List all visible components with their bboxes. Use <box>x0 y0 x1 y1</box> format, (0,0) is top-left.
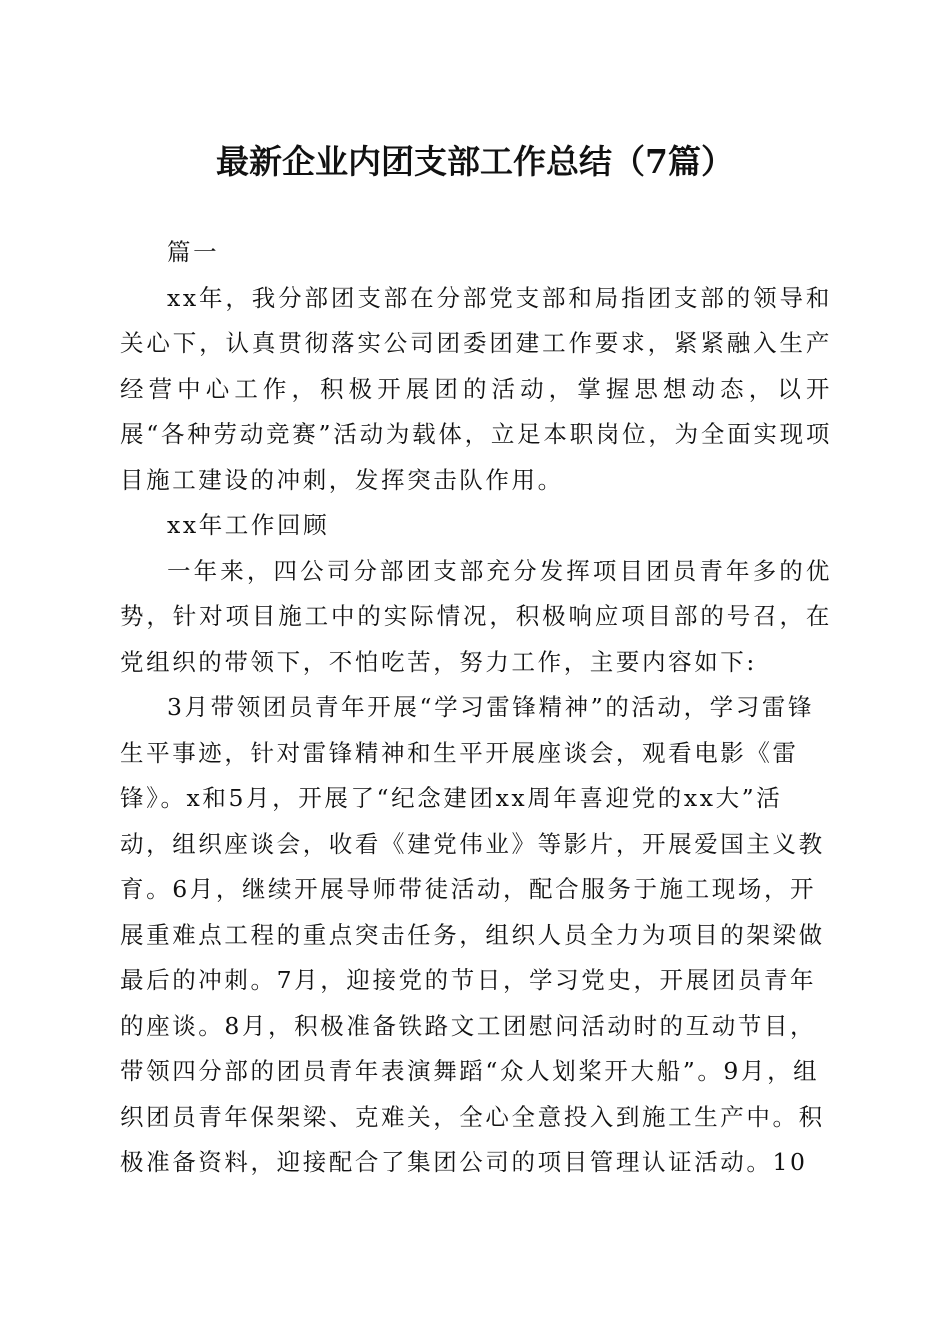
paragraph-activities: 3月带领团员青年开展“学习雷锋精神”的活动，学习雷锋生平事迹，针对雷锋精神和生平开展座谈会，观看电影《雷锋》。x和5月，开展了“纪念建团xx周年喜迎党的xx大”活动，组织座谈会，收看《建党伟业》等影片，开展爱国主义教育。6月，继续开展导师带徒活动，配合服务于施工现场，开展重难点工程的重点突击任务，组织人员全力为项目的架梁做最后的冲刺。7月，迎接党的节日，学习党史，开展团员青年的座谈。8月，积极准备铁路文工团慰问活动时的互动节目，带领四分部的团员青年表演舞蹈“众人划桨开大船”。9月，组织团员青年保架梁、克难关，全心全意投入到施工生产中。积极准备资料，迎接配合了集团公司的项目管理认证活动。10 <box>120 693 825 1176</box>
document-body <box>120 230 832 1186</box>
paragraph-intro: xx年，我分部团支部在分部党支部和局指团支部的领导和关心下，认真贯彻落实公司团委团建工作要求，紧紧融入生产经营中心工作，积极开展团的活动，掌握思想动态，以开展“各种劳动竞赛”活动为载体，立足本职岗位，为全面实现项目施工建设的冲刺，发挥突击队作用。 <box>120 283 832 494</box>
section-heading-part-one: 篇一 <box>167 238 220 266</box>
paragraph-summary: 一年来，四公司分部团支部充分发挥项目团员青年多的优势，针对项目施工中的实际情况，积极响应项目部的号召，在党组织的带领下，不怕吃苦，努力工作，主要内容如下: <box>120 556 832 676</box>
document-title: 最新企业内团支部工作总结（7篇） <box>216 142 734 181</box>
section-heading-review: xx年工作回顾 <box>167 511 330 539</box>
